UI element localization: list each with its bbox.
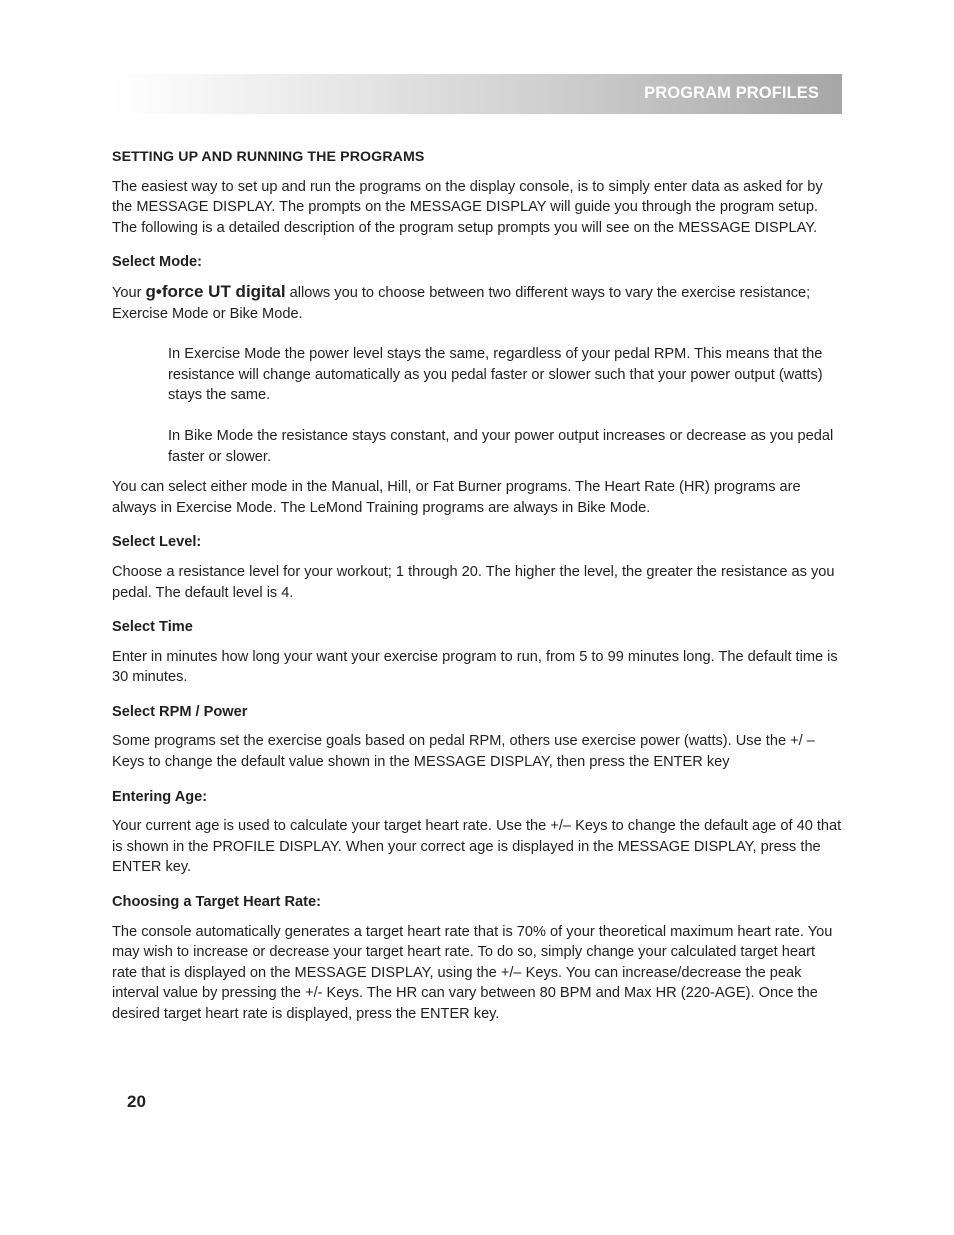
select-level-text: Choose a resistance level for your workout; 1 through 20. The higher the level, the greater the resistance as you pedal. The default level is 4. bbox=[112, 563, 835, 601]
mode-note: You can select either mode in the Manual, Hill, or Fat Burner programs. The Heart Rate (HR) programs are always in Exercise Mode. The LeMond Training programs are always in Bike Mode. bbox=[112, 479, 801, 516]
target-hr-heading: Choosing a Target Heart Rate: bbox=[112, 894, 321, 911]
mode-descriptions bbox=[168, 344, 836, 467]
select-rpm-text: Some programs set the exercise goals based on pedal RPM, others use exercise power (watts). Use the +/ – Keys to change the default value shown in the MESSAGE DISPLAY, then press the ENTER key bbox=[112, 733, 815, 771]
section-title: SETTING UP AND RUNNING THE PROGRAMS bbox=[112, 149, 425, 165]
select-rpm-heading: Select RPM / Power bbox=[112, 703, 248, 720]
entering-age-text: Your current age is used to calculate your target heart rate. Use the +/– Keys to change the default age of 40 that is shown in the PROFILE DISPLAY. When your correct age is displayed in the MESSAGE DISPLAY, press the ENTER key. bbox=[112, 818, 842, 876]
select-level-heading: Select Level: bbox=[112, 534, 202, 551]
exercise-mode-description: In Exercise Mode the power level stays the same, regardless of your pedal RPM. This means that the resistance will change automatically as you pedal faster or slower such that your power output (watts) stays the same. bbox=[168, 346, 823, 404]
brand-name: g•force UT digital bbox=[145, 281, 286, 301]
select-mode-text-before: Your bbox=[112, 284, 146, 301]
bike-mode-description: In Bike Mode the resistance stays constant, and your power output increases or decrease as you pedal faster or slower. bbox=[168, 427, 834, 465]
page-number: 20 bbox=[127, 1092, 146, 1111]
intro-paragraph: The easiest way to set up and run the programs on the display console, is to simply enter data as asked for by the MESSAGE DISPLAY. The prompts on the MESSAGE DISPLAY will guide you through the program setup. The following is a detailed description of the program setup prompts you will see on the MESSAGE DISPLAY. bbox=[112, 178, 823, 236]
select-mode-text-after: allows you to choose between two different ways to vary the exercise resistance; Exercise Mode or Bike Mode. bbox=[112, 284, 811, 322]
target-hr-text: The console automatically generates a target heart rate that is 70% of your theoretical maximum heart rate. You may wish to increase or decrease your target heart rate. To do so, simply change your calculated target heart rate that is displayed on the MESSAGE DISPLAY, using the +/– Keys. You can increase/decrease the peak interval value by pressing the +/- Keys. The HR can vary between 80 BPM and Max HR (220-AGE). Once the desired target heart rate is displayed, press the ENTER key. bbox=[112, 923, 833, 1022]
page-content bbox=[112, 147, 844, 1039]
select-mode-heading: Select Mode: bbox=[112, 254, 203, 271]
select-time-text: Enter in minutes how long your want your exercise program to run, from 5 to 99 minutes long. The default time is 30 minutes. bbox=[112, 648, 838, 686]
select-mode-paragraph bbox=[112, 282, 844, 324]
select-time-heading: Select Time bbox=[112, 619, 193, 636]
entering-age-heading: Entering Age: bbox=[112, 788, 208, 805]
header-title: PROGRAM PROFILES bbox=[644, 84, 819, 102]
header-bar bbox=[112, 74, 842, 114]
